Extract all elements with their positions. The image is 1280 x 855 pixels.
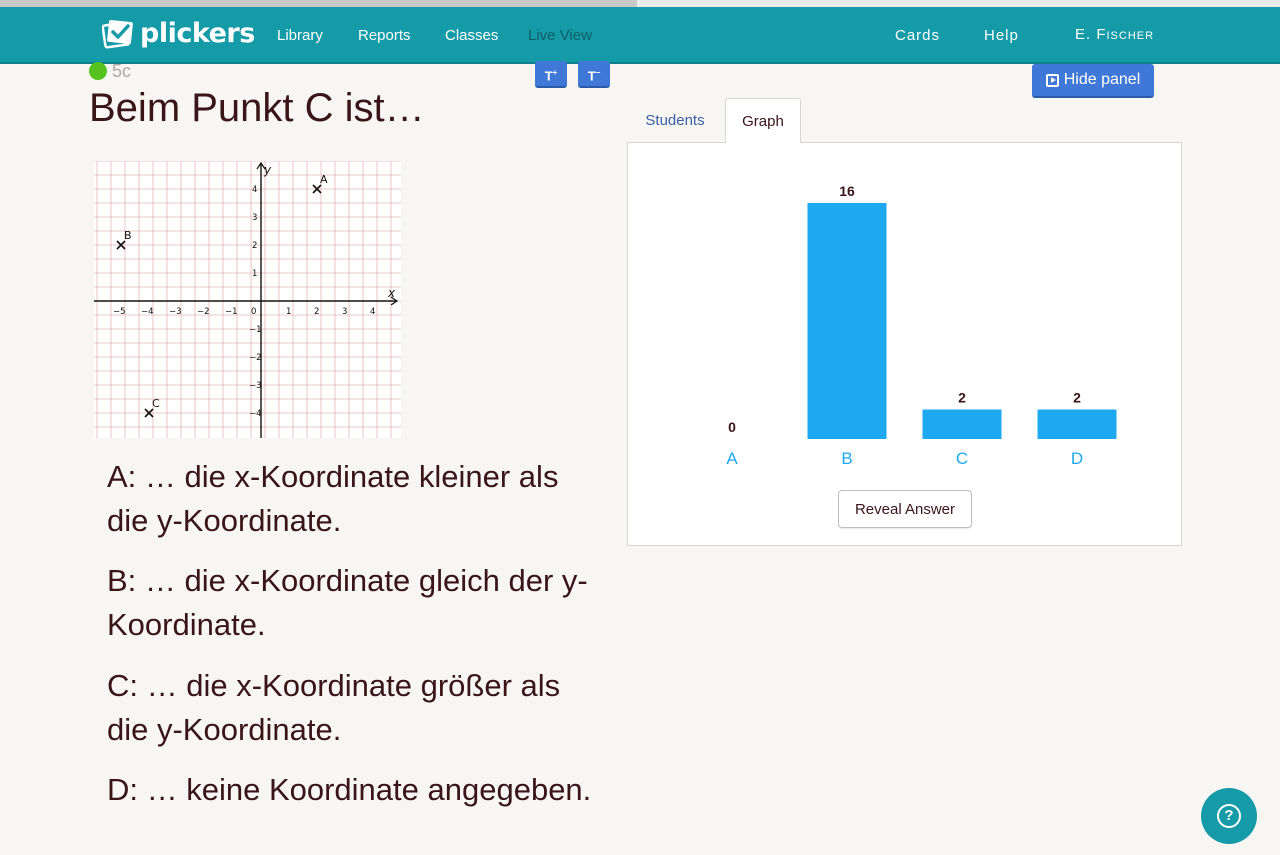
point-b-label: B [124,229,132,242]
bar-b [808,203,887,439]
font-decrease-label: T [587,68,596,84]
y-tick-label: 1 [252,269,258,279]
y-axis-label: y [264,163,272,177]
class-name: 5c [112,61,132,81]
answer-d: D: … keine Koordinate angegeben. [107,772,592,807]
nav-reports[interactable]: Reports [358,27,411,44]
y-tick-label: −4 [249,409,262,419]
logo-card-icon [102,19,134,49]
user-menu[interactable]: E. Fischer [1075,26,1155,43]
x-tick-label: 4 [370,307,376,317]
coordinate-grid [94,161,401,438]
x-tick-label: −3 [169,307,182,317]
x-tick-label: −4 [141,307,154,317]
bar-category-b: B [841,449,853,468]
nav-library[interactable]: Library [277,27,323,44]
help-button[interactable] [1201,788,1257,844]
x-tick-label: −2 [197,307,210,317]
results-panel [627,142,1182,546]
y-tick-label: −2 [249,353,262,363]
y-tick-label: −1 [249,325,262,335]
question-mark-icon: ? [1217,804,1241,828]
font-increase-label: T [544,68,553,84]
bar-value-d: 2 [1073,389,1081,406]
results-bar-chart [628,143,1181,545]
nav-classes[interactable]: Classes [445,27,499,44]
x-tick-label: 1 [286,307,292,317]
answer-a: A: … die x-Koordinate kleiner als die y-Koordinate. [107,459,559,538]
y-tick-label: 2 [252,241,258,251]
x-tick-label: 0 [251,307,257,317]
tab-students[interactable]: Students [645,112,705,129]
page-load-progress [0,0,637,7]
x-tick-label: −5 [113,307,126,317]
nav-cards[interactable]: Cards [895,27,941,44]
bar-value-c: 2 [958,389,966,406]
reveal-answer-button[interactable]: Reveal Answer [838,490,972,528]
font-decrease-button[interactable]: T− [578,61,610,88]
bar-value-b: 16 [839,183,855,199]
top-navbar [0,7,1280,64]
point-a-label: A [320,173,328,186]
hide-panel-label: Hide panel [1063,71,1141,88]
nav-help[interactable]: Help [984,27,1019,44]
play-icon [1046,74,1059,87]
bar-value-a: 0 [728,419,736,435]
bar-c [923,410,1002,440]
answer-c: C: … die x-Koordinate größer als die y-Koordinate. [107,668,561,747]
y-tick-label: −3 [249,381,262,391]
x-tick-label: −1 [225,307,238,317]
answer-b: B: … die x-Koordinate gleich der y-Koordinate. [107,563,588,642]
bar-category-a: A [726,449,738,468]
point-c-label: C [152,397,160,410]
coordinate-system-image [94,161,401,438]
bar-category-d: D [1070,449,1084,468]
plickers-logo[interactable] [102,18,255,49]
bar-d [1038,410,1117,440]
y-tick-label: 3 [252,213,258,223]
y-tick-label: 4 [252,185,258,195]
question-title: Beim Punkt C ist… [89,86,425,130]
nav-live-view[interactable]: Live View [528,27,592,44]
browser-loading-strip [0,0,1280,7]
x-axis-label: x [388,286,396,300]
tab-graph[interactable]: Graph [725,98,801,143]
hide-panel-button[interactable] [1032,64,1154,98]
brand-name: plickers [140,18,255,49]
font-increase-button[interactable]: T+ [535,61,567,88]
x-tick-label: 3 [342,307,348,317]
x-tick-label: 2 [314,307,320,317]
class-status-dot [89,62,107,80]
bar-category-c: C [955,449,969,468]
